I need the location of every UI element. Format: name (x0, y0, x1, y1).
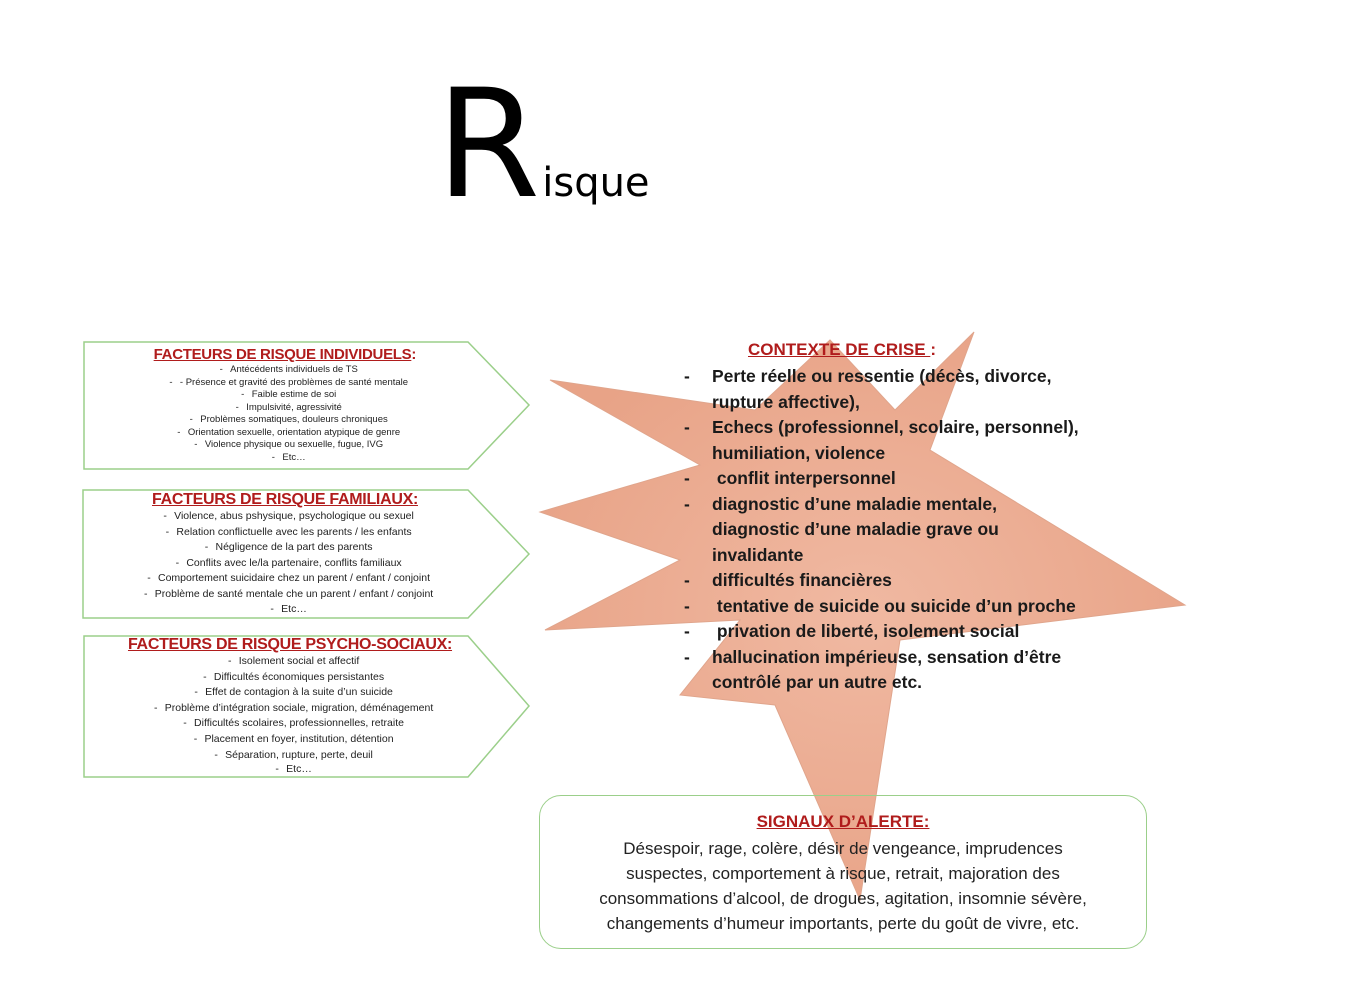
list-item: - privation de liberté, isolement social (684, 621, 1020, 641)
arrow-psycho-heading: FACTEURS DE RISQUE PSYCHO-SOCIAUX: (127, 636, 453, 653)
list-item: - Violence physique ou sexuelle, fugue, IVG (194, 439, 384, 450)
list-item: - Placement en foyer, institution, détention (193, 732, 394, 745)
arrow-psycho-list (100, 654, 480, 775)
signaux-line: suspectes, comportement à risque, retrait, majoration des (626, 864, 1060, 883)
arrow-psycho-sociaux (100, 636, 480, 775)
crise-block (684, 340, 1084, 696)
list-item: - Echecs (professionnel, scolaire, personnel), humiliation, violence (684, 417, 1079, 463)
list-item: - Perte réelle ou ressentie (décès, divorce, rupture affective), (684, 366, 1052, 412)
signaux-body (540, 836, 1146, 936)
crise-heading: CONTEXTE DE CRISE : (748, 340, 936, 359)
arrow-familiaux (105, 491, 465, 615)
crise-list (684, 364, 1084, 696)
signaux-line: Désespoir, rage, colère, désir de vengeance, imprudences (623, 839, 1063, 858)
list-item: - Etc… (270, 602, 307, 615)
arrow-individuels-list (110, 364, 460, 464)
list-item: - Difficultés scolaires, professionnelles, retraite (183, 717, 404, 730)
arrow-individuels (110, 346, 460, 464)
arrow-individuels-heading: FACTEURS DE RISQUE INDIVIDUELS: (153, 346, 417, 363)
list-item: - Etc… (275, 763, 312, 776)
list-item: - diagnostic d’une maladie mentale, diagnostic d’une maladie grave ou invalidante (684, 493, 999, 565)
list-item: - Impulsivité, agressivité (235, 401, 342, 413)
list-item: - Faible estime de soi (241, 389, 337, 400)
signaux-line: consommations d’alcool, de drogues, agitation, insomnie sévère, (599, 889, 1087, 908)
list-item: - hallucination impérieuse, sensation d’être contrôlé par un autre etc. (684, 646, 1062, 692)
list-item: - difficultés financières (684, 570, 892, 590)
list-item: - Isolement social et affectif (227, 655, 360, 667)
list-item: - Problème de santé mentale che un parent / enfant / conjoint (144, 587, 434, 600)
arrow-familiaux-heading: FACTEURS DE RISQUE FAMILIAUX: (152, 491, 418, 508)
list-item: - Etc… (271, 451, 306, 463)
list-item: - Effet de contagion à la suite d’un suicide (194, 686, 393, 699)
list-item: - Problèmes somatiques, douleurs chroniques (189, 414, 388, 425)
signaux-heading: SIGNAUX D’ALERTE: (756, 812, 930, 831)
list-item: - Conflits avec le/la partenaire, conflits familiaux (175, 556, 402, 569)
list-item: - Difficultés économiques persistantes (203, 670, 385, 683)
list-item: - Problème d’intégration sociale, migration, déménagement (154, 701, 434, 714)
signaux-line: changements d’humeur importants, perte du goût de vivre, etc. (606, 914, 1080, 933)
title-rest: isque (542, 160, 650, 206)
list-item: - Relation conflictuelle avec les parents / les enfants (165, 525, 412, 538)
list-item: - Antécédents individuels de TS (219, 364, 358, 375)
list-item: - Violence, abus pshysique, psychologique ou sexuel (163, 510, 414, 522)
arrow-familiaux-list (105, 509, 465, 615)
list-item: - Orientation sexuelle, orientation atypique de genre (177, 426, 401, 438)
title-initial: R (436, 58, 541, 232)
list-item: - tentative de suicide ou suicide d’un proche (684, 595, 1076, 616)
list-item: - - Présence et gravité des problèmes de santé mentale (169, 376, 409, 388)
signaux-box (539, 795, 1147, 949)
list-item: - Comportement suicidaire chez un parent / enfant / conjoint (147, 572, 430, 585)
list-item: - conflit interpersonnel (684, 468, 896, 488)
list-item: - Séparation, rupture, perte, deuil (214, 748, 373, 761)
list-item: - Négligence de la part des parents (204, 541, 373, 554)
